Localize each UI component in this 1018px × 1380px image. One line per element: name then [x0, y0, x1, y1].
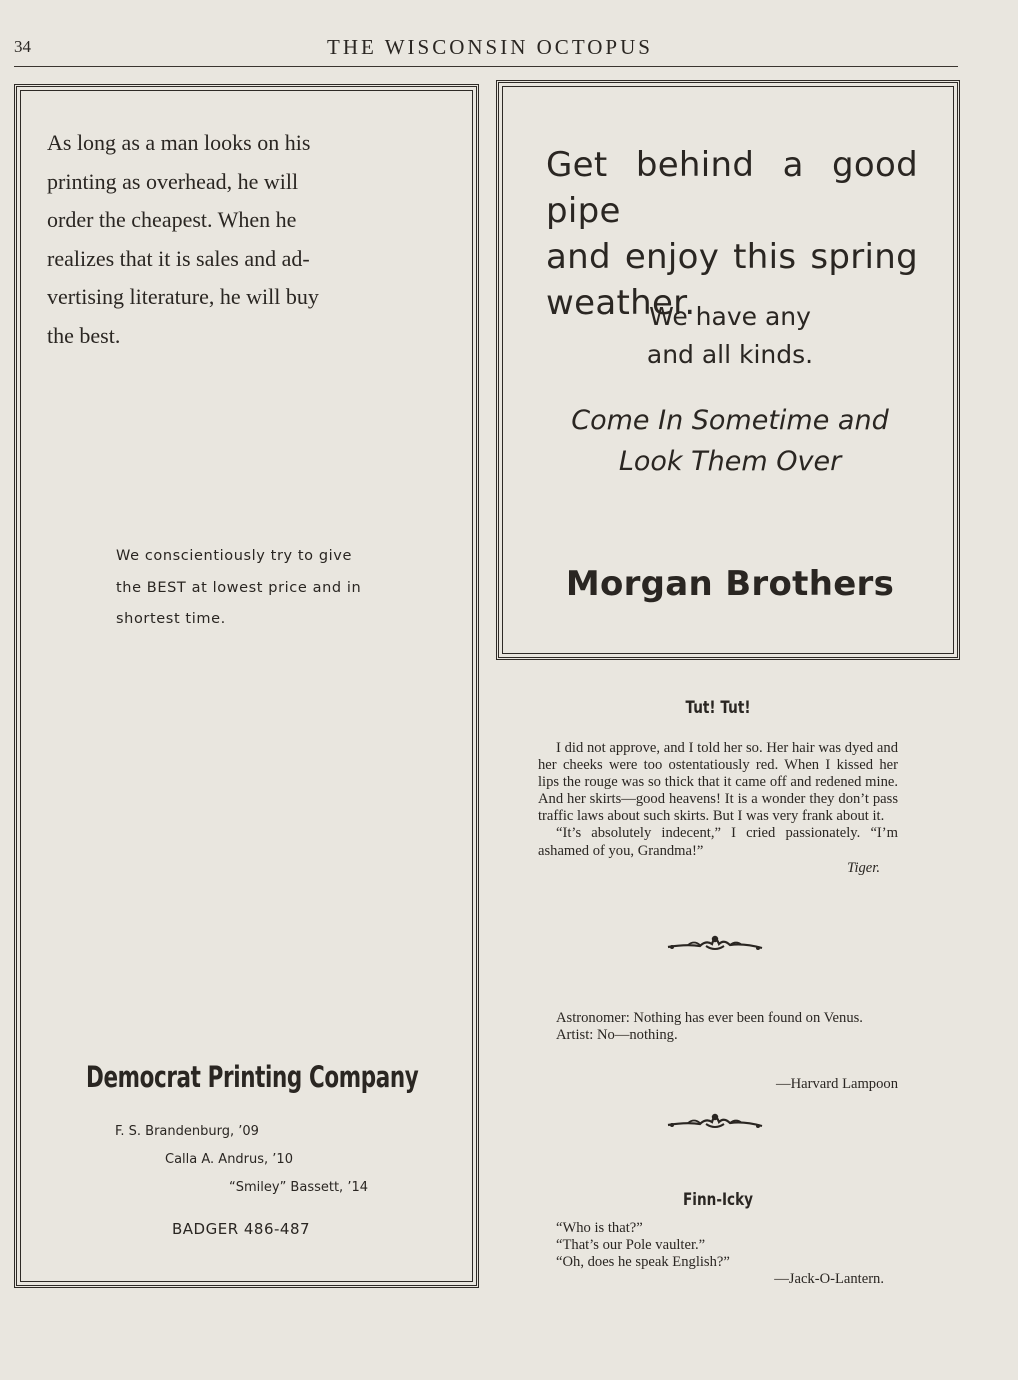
printing-ad-promise	[116, 541, 406, 636]
invite-line: Look Them Over	[618, 446, 842, 477]
pipe-ad-invitation	[560, 400, 900, 482]
joke-attribution-venus: —Harvard Lampoon	[776, 1076, 898, 1092]
promise-line: the BEST at lowest price and in	[116, 579, 362, 596]
headline-line: Get behind a good pipe	[546, 145, 918, 231]
joke-attribution: Tiger.	[847, 859, 880, 876]
quote-line: the best.	[47, 322, 121, 348]
page-number: 34	[14, 37, 31, 56]
partner-name: Calla A. Andrus, ’10	[165, 1152, 293, 1167]
pipe-company-name: Morgan Brothers	[565, 564, 895, 604]
joke-attribution: —Jack-O-Lantern.	[774, 1271, 884, 1288]
joke-title-tut: Tut! Tut!	[685, 698, 751, 718]
printing-phone: BADGER 486-487	[172, 1220, 311, 1238]
subline: We have any	[649, 302, 811, 331]
headline-line: and enjoy this spring	[546, 237, 918, 277]
quote-line: As long as a man looks on his	[47, 130, 311, 155]
printing-company-name: Democrat Printing Company	[86, 1060, 419, 1094]
joke-line: “Who is that?”	[556, 1220, 643, 1236]
promise-line: shortest time.	[116, 611, 226, 627]
joke-line: “Oh, does he speak English?”	[556, 1254, 730, 1271]
promise-line: We conscientiously try to give	[116, 548, 353, 564]
quote-line: order the cheapest. When he	[47, 207, 297, 232]
joke-title-finn: Finn-Icky	[683, 1190, 753, 1210]
headline-line: weather.	[546, 283, 696, 323]
header-rule	[14, 66, 958, 67]
joke-body-tut	[538, 740, 898, 877]
quote-line: printing as overhead, he will	[47, 168, 299, 194]
joke-line: “That’s our Pole vaulter.”	[556, 1237, 706, 1254]
partner-name: F. S. Brandenburg, ’09	[115, 1124, 259, 1139]
page-title: THE WISCONSIN OCTOPUS	[327, 35, 653, 59]
joke-line: Artist: No—nothing.	[556, 1027, 678, 1044]
joke-body-venus	[538, 1010, 898, 1044]
joke-paragraph: “It’s absolutely indecent,” I cried passionately. “I’m ashamed of you, Grandma!”	[538, 825, 898, 859]
ornament-divider-icon	[666, 930, 764, 954]
pipe-ad-subline	[590, 298, 870, 374]
ornament-divider-icon	[666, 1108, 764, 1132]
quote-line: vertising literature, he will buy	[47, 284, 319, 309]
joke-body-finn	[538, 1220, 898, 1288]
joke-line: Astronomer: Nothing has ever been found on Venus.	[556, 1010, 863, 1026]
joke-paragraph: I did not approve, and I told her so. Her hair was dyed and her cheeks were too ostentatiously red. When I kissed her lips the rouge was so thick that it came off and redened mine. And her skirts—good heavens! It is a wonder they don’t pass traffic laws about such skirts. But I was very frank about it.	[538, 740, 898, 825]
printing-ad-quote	[47, 124, 387, 355]
quote-line: realizes that it is sales and ad-	[47, 245, 310, 271]
subline: and all kinds.	[646, 340, 814, 369]
partner-name: “Smiley” Bassett, ’14	[229, 1180, 368, 1195]
invite-line: Come In Sometime and	[571, 405, 889, 436]
